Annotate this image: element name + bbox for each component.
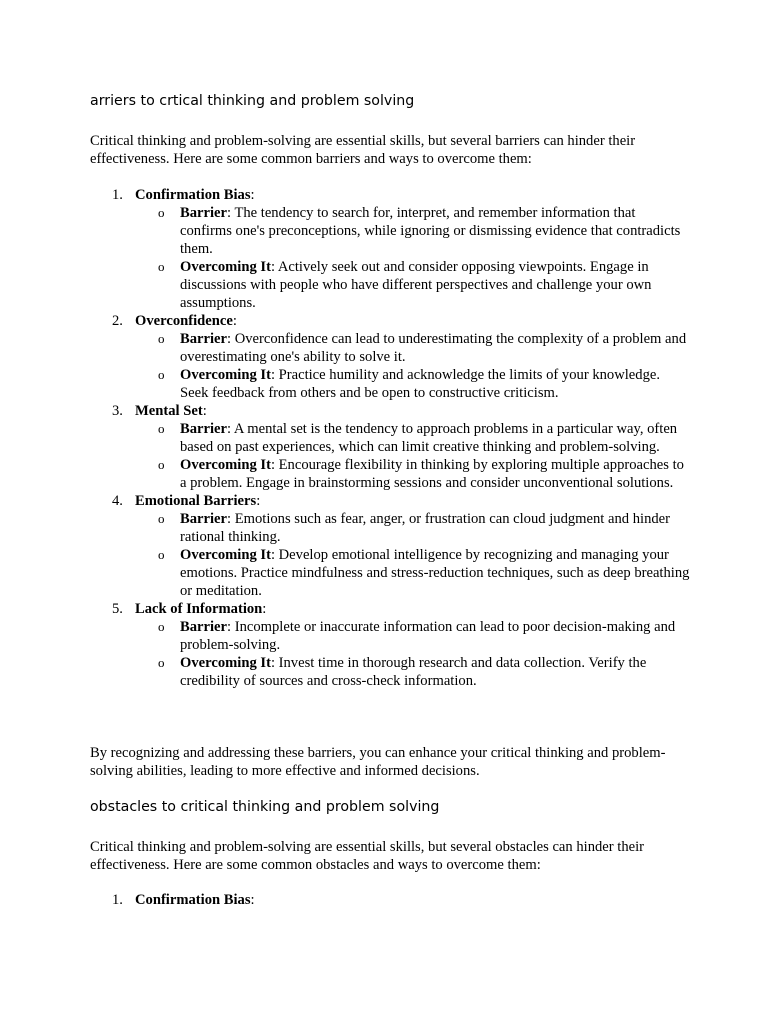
sub-item-text: : Practice humility and acknowledge the limits of your knowledge. Seek feedback from others and be open to constructive criticism. xyxy=(180,367,661,401)
sub-item-text: : Invest time in thorough research and data collection. Verify the credibility of sources and cross-check information. xyxy=(180,655,647,689)
section2-intro: Critical thinking and problem-solving are essential skills, but several obstacles can hinder their effectiveness. Here are some common obstacles and ways to overcome them: xyxy=(90,839,645,873)
sub-list xyxy=(135,510,690,600)
item-colon: : xyxy=(250,187,255,203)
item-colon: : xyxy=(262,601,267,617)
sub-list-item xyxy=(135,546,690,600)
list-item xyxy=(90,312,690,402)
sub-item-label: Barrier xyxy=(180,205,227,221)
item-title: Mental Set xyxy=(135,403,203,419)
item-colon: : xyxy=(256,493,261,509)
sub-list-item xyxy=(135,204,690,258)
sub-item-text: : Emotions such as fear, anger, or frustration can cloud judgment and hinder rational thinking. xyxy=(180,511,670,545)
sub-list-item xyxy=(135,366,690,402)
sub-list-item xyxy=(135,420,690,456)
item-title: Emotional Barriers xyxy=(135,493,257,509)
sub-item-text: : Develop emotional intelligence by recognizing and managing your emotions. Practice mindfulness and stress-reduction techniques, such as deep breathing or meditation. xyxy=(180,547,690,599)
sub-item-label: Overcoming It xyxy=(180,367,271,383)
item-title: Lack of Information xyxy=(135,601,263,617)
list-item xyxy=(90,492,690,600)
bullet-icon: o xyxy=(158,457,165,472)
sub-list xyxy=(135,204,690,312)
bullet-icon: o xyxy=(158,619,165,634)
sub-item-label: Overcoming It xyxy=(180,457,271,473)
item-title: Confirmation Bias xyxy=(135,892,251,908)
bullet-icon: o xyxy=(158,331,165,346)
sub-item-label: Overcoming It xyxy=(180,259,271,275)
sub-list-item xyxy=(135,618,690,654)
sub-item-label: Barrier xyxy=(180,421,227,437)
sub-list xyxy=(135,420,690,492)
sub-list-item xyxy=(135,654,690,690)
sub-list-item xyxy=(135,456,690,492)
sub-item-label: Overcoming It xyxy=(180,547,271,563)
sub-item-label: Barrier xyxy=(180,331,227,347)
section2-heading: obstacles to critical thinking and problem solving xyxy=(90,799,440,815)
list-item xyxy=(90,600,690,690)
sub-item-label: Barrier xyxy=(180,619,227,635)
sub-list-item xyxy=(135,330,690,366)
section2-obstacle-list xyxy=(90,891,690,909)
item-colon: : xyxy=(202,403,207,419)
list-number: 2. xyxy=(112,313,123,329)
bullet-icon: o xyxy=(158,367,165,382)
bullet-icon: o xyxy=(158,511,165,526)
item-title: Overconfidence xyxy=(135,313,233,329)
item-title: Confirmation Bias xyxy=(135,187,251,203)
list-item xyxy=(90,402,690,492)
sub-item-text: : Overconfidence can lead to underestimating the complexity of a problem and overestimating one's ability to solve it. xyxy=(180,331,687,365)
item-colon: : xyxy=(250,892,255,908)
sub-list xyxy=(135,330,690,402)
list-number: 5. xyxy=(112,601,123,617)
sub-list xyxy=(135,618,690,690)
section1-heading: arriers to crtical thinking and problem solving xyxy=(90,93,415,109)
bullet-icon: o xyxy=(158,421,165,436)
sub-item-label: Barrier xyxy=(180,511,227,527)
section1-intro: Critical thinking and problem-solving are essential skills, but several barriers can hinder their effectiveness. Here are some common barriers and ways to overcome them: xyxy=(90,133,636,167)
list-number: 1. xyxy=(112,892,123,908)
list-item xyxy=(90,186,690,312)
list-number: 4. xyxy=(112,493,123,509)
item-colon: : xyxy=(232,313,237,329)
bullet-icon: o xyxy=(158,259,165,274)
bullet-icon: o xyxy=(158,547,165,562)
list-number: 3. xyxy=(112,403,123,419)
section1-conclusion: By recognizing and addressing these barriers, you can enhance your critical thinking and problem-solving abilities, leading to more effective and informed decisions. xyxy=(90,745,666,779)
sub-item-text: : Encourage flexibility in thinking by exploring multiple approaches to a problem. Engage in brainstorming sessions and consider unconventional solutions. xyxy=(180,457,684,491)
sub-list-item xyxy=(135,258,690,312)
sub-item-text: : Actively seek out and consider opposing viewpoints. Engage in discussions with people who have different perspectives and challenge your own assumptions. xyxy=(180,259,652,311)
sub-item-text: : Incomplete or inaccurate information can lead to poor decision-making and problem-solving. xyxy=(180,619,676,653)
sub-list-item xyxy=(135,510,690,546)
sub-item-label: Overcoming It xyxy=(180,655,271,671)
sub-item-text: : A mental set is the tendency to approach problems in a particular way, often based on past experiences, which can limit creative thinking and problem-solving. xyxy=(180,421,678,455)
list-item xyxy=(90,891,690,909)
bullet-icon: o xyxy=(158,205,165,220)
bullet-icon: o xyxy=(158,655,165,670)
list-number: 1. xyxy=(112,187,123,203)
sub-item-text: : The tendency to search for, interpret, and remember information that confirms one's preconceptions, while ignoring or dismissing evidence that contradicts them. xyxy=(180,205,681,257)
section1-barrier-list xyxy=(90,186,690,690)
